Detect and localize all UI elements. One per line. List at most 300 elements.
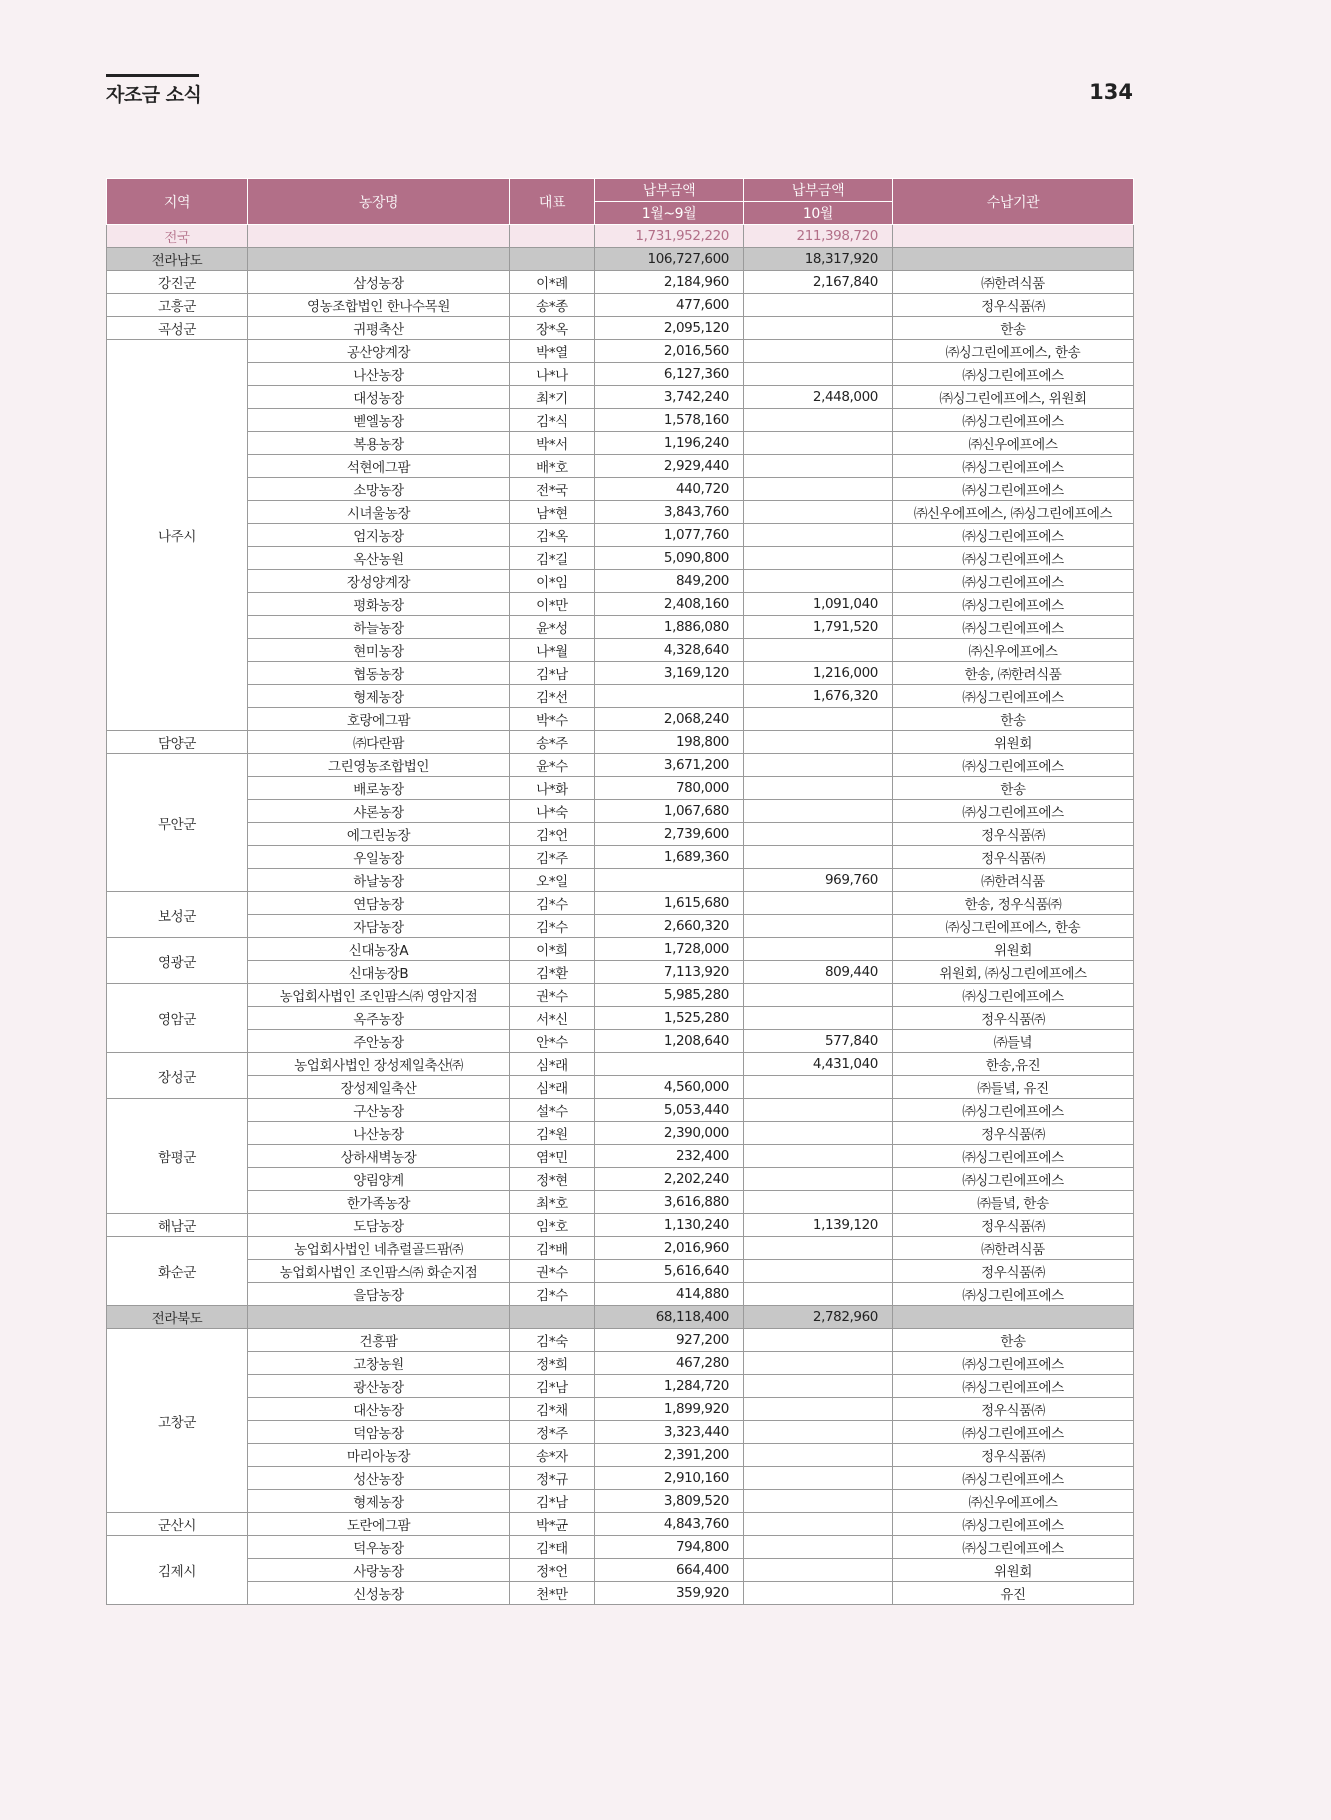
amount-jan-sep: 1,899,920 (595, 1398, 744, 1421)
table-row (107, 1582, 1134, 1605)
representative: 김*태 (510, 1536, 595, 1559)
representative: 김*식 (510, 409, 595, 432)
collecting-agency: 유진 (893, 1582, 1134, 1605)
representative: 서*신 (510, 1007, 595, 1030)
region-name: 김제시 (107, 1536, 248, 1605)
amount-oct (744, 294, 893, 317)
farm-name: 장성제일축산 (248, 1076, 510, 1099)
farm-name: ㈜다란팜 (248, 731, 510, 754)
amount-oct (744, 938, 893, 961)
table-row (107, 1260, 1134, 1283)
amount-oct (744, 524, 893, 547)
table-row (107, 432, 1134, 455)
representative: 윤*성 (510, 616, 595, 639)
amount-oct (744, 754, 893, 777)
amount-jan-sep: 2,660,320 (595, 915, 744, 938)
representative: 이*례 (510, 271, 595, 294)
amount-oct: 2,167,840 (744, 271, 893, 294)
amount-oct (744, 1444, 893, 1467)
collecting-agency: ㈜싱그린에프에스 (893, 1145, 1134, 1168)
farm-name: 농업회사법인 조인팜스㈜ 화순지점 (248, 1260, 510, 1283)
representative: 김*주 (510, 846, 595, 869)
amount-jan-sep: 1,689,360 (595, 846, 744, 869)
collecting-agency: ㈜싱그린에프에스, 한송 (893, 915, 1134, 938)
amount-jan-sep: 5,616,640 (595, 1260, 744, 1283)
farm-name: 에그린농장 (248, 823, 510, 846)
amount-oct (744, 1099, 893, 1122)
representative: 천*만 (510, 1582, 595, 1605)
region-name: 영암군 (107, 984, 248, 1053)
representative: 전*국 (510, 478, 595, 501)
representative: 심*래 (510, 1076, 595, 1099)
amount-oct (744, 340, 893, 363)
collecting-agency: ㈜신우에프에스 (893, 639, 1134, 662)
representative: 정*희 (510, 1352, 595, 1375)
region-name: 고흥군 (107, 294, 248, 317)
farm-name: 구산농장 (248, 1099, 510, 1122)
amount-oct (744, 1559, 893, 1582)
collecting-agency: ㈜싱그린에프에스 (893, 1375, 1134, 1398)
collecting-agency: ㈜싱그린에프에스 (893, 1099, 1134, 1122)
amount-oct (744, 1421, 893, 1444)
collecting-agency: 정우식품㈜ (893, 1007, 1134, 1030)
collecting-agency: ㈜신우에프에스, ㈜싱그린에프에스 (893, 501, 1134, 524)
collecting-agency: ㈜싱그린에프에스 (893, 363, 1134, 386)
farm-name: 도담농장 (248, 1214, 510, 1237)
amount-oct (744, 1076, 893, 1099)
amount-jan-sep: 1,196,240 (595, 432, 744, 455)
table-row (107, 1375, 1134, 1398)
amount-oct (744, 846, 893, 869)
representative: 최*기 (510, 386, 595, 409)
representative: 김*언 (510, 823, 595, 846)
amount-oct: 2,448,000 (744, 386, 893, 409)
collecting-agency: ㈜싱그린에프에스 (893, 1421, 1134, 1444)
amount-oct (744, 1283, 893, 1306)
amount-oct (744, 501, 893, 524)
table-row (107, 892, 1134, 915)
farm-name: 옥주농장 (248, 1007, 510, 1030)
farm-name: 그린영농조합법인 (248, 754, 510, 777)
representative: 정*현 (510, 1168, 595, 1191)
province-oct: 2,782,960 (744, 1306, 893, 1329)
collecting-agency: ㈜들녘, 한송 (893, 1191, 1134, 1214)
table-row (107, 1076, 1134, 1099)
farm-name: 형제농장 (248, 1490, 510, 1513)
representative: 김*남 (510, 662, 595, 685)
farm-name: 도란에그팜 (248, 1513, 510, 1536)
collecting-agency: 위원회, ㈜싱그린에프에스 (893, 961, 1134, 984)
national-oct: 211,398,720 (744, 225, 893, 248)
amount-jan-sep: 2,016,560 (595, 340, 744, 363)
amount-jan-sep: 477,600 (595, 294, 744, 317)
table-row (107, 593, 1134, 616)
representative: 김*채 (510, 1398, 595, 1421)
amount-jan-sep: 4,560,000 (595, 1076, 744, 1099)
farm-name: 덕암농장 (248, 1421, 510, 1444)
table-row (107, 685, 1134, 708)
amount-jan-sep: 232,400 (595, 1145, 744, 1168)
amount-oct (744, 1398, 893, 1421)
representative: 박*서 (510, 432, 595, 455)
amount-oct (744, 984, 893, 1007)
farm-name: 신대농장B (248, 961, 510, 984)
region-name: 군산시 (107, 1513, 248, 1536)
farm-name: 신대농장A (248, 938, 510, 961)
farm-name: 샤론농장 (248, 800, 510, 823)
province-name: 전라북도 (107, 1306, 248, 1329)
amount-jan-sep: 3,616,880 (595, 1191, 744, 1214)
amount-jan-sep: 927,200 (595, 1329, 744, 1352)
collecting-agency: ㈜싱그린에프에스 (893, 547, 1134, 570)
header-rule (106, 74, 199, 77)
table-row (107, 1559, 1134, 1582)
table-row (107, 1122, 1134, 1145)
representative: 박*수 (510, 708, 595, 731)
collecting-agency: ㈜싱그린에프에스, 한송 (893, 340, 1134, 363)
amount-jan-sep: 5,053,440 (595, 1099, 744, 1122)
table-row (107, 662, 1134, 685)
farm-name: 나산농장 (248, 363, 510, 386)
representative: 박*열 (510, 340, 595, 363)
amount-jan-sep: 3,843,760 (595, 501, 744, 524)
amount-jan-sep: 1,615,680 (595, 892, 744, 915)
amount-oct (744, 363, 893, 386)
amount-jan-sep: 5,985,280 (595, 984, 744, 1007)
farm-name: 마리아농장 (248, 1444, 510, 1467)
amount-jan-sep: 6,127,360 (595, 363, 744, 386)
table-row (107, 1421, 1134, 1444)
page-number: 134 (1089, 80, 1133, 104)
farm-name: 성산농장 (248, 1467, 510, 1490)
collecting-agency: ㈜신우에프에스 (893, 1490, 1134, 1513)
amount-jan-sep: 794,800 (595, 1536, 744, 1559)
header-amount-1: 납부금액 (595, 179, 744, 202)
region-name: 보성군 (107, 892, 248, 938)
national-label: 전국 (107, 225, 248, 248)
representative: 안*수 (510, 1030, 595, 1053)
farm-name: 엄지농장 (248, 524, 510, 547)
farm-name: 자담농장 (248, 915, 510, 938)
representative: 김*환 (510, 961, 595, 984)
amount-jan-sep: 1,208,640 (595, 1030, 744, 1053)
farm-name: 옥산농원 (248, 547, 510, 570)
table-row (107, 271, 1134, 294)
farm-name: 시녀울농장 (248, 501, 510, 524)
table-row (107, 547, 1134, 570)
amount-oct: 809,440 (744, 961, 893, 984)
region-name: 화순군 (107, 1237, 248, 1306)
table-row (107, 1352, 1134, 1375)
amount-jan-sep: 849,200 (595, 570, 744, 593)
table-row (107, 317, 1134, 340)
farm-name: 농업회사법인 장성제일축산㈜ (248, 1053, 510, 1076)
amount-oct (744, 1007, 893, 1030)
province-subtotal-row (107, 1306, 1134, 1329)
representative: 김*숙 (510, 1329, 595, 1352)
representative: 김*길 (510, 547, 595, 570)
representative: 설*수 (510, 1099, 595, 1122)
farm-name: 귀평축산 (248, 317, 510, 340)
header-period-1: 1월~9월 (595, 202, 744, 225)
table-row (107, 708, 1134, 731)
table-row (107, 1053, 1134, 1076)
amount-oct: 1,676,320 (744, 685, 893, 708)
amount-jan-sep: 2,910,160 (595, 1467, 744, 1490)
amount-oct: 1,139,120 (744, 1214, 893, 1237)
table-row (107, 1536, 1134, 1559)
region-name: 곡성군 (107, 317, 248, 340)
amount-oct (744, 455, 893, 478)
amount-jan-sep: 2,408,160 (595, 593, 744, 616)
amount-oct (744, 1582, 893, 1605)
amount-oct (744, 731, 893, 754)
amount-oct (744, 1122, 893, 1145)
collecting-agency: ㈜싱그린에프에스 (893, 1467, 1134, 1490)
region-name: 해남군 (107, 1214, 248, 1237)
amount-jan-sep: 359,920 (595, 1582, 744, 1605)
amount-jan-sep: 1,284,720 (595, 1375, 744, 1398)
region-name: 나주시 (107, 340, 248, 731)
representative: 김*남 (510, 1490, 595, 1513)
amount-oct (744, 317, 893, 340)
collecting-agency: 정우식품㈜ (893, 1260, 1134, 1283)
table-row (107, 754, 1134, 777)
table-row (107, 524, 1134, 547)
farm-name: 우일농장 (248, 846, 510, 869)
amount-jan-sep: 1,067,680 (595, 800, 744, 823)
collecting-agency: 한송 (893, 777, 1134, 800)
collecting-agency: 정우식품㈜ (893, 823, 1134, 846)
amount-oct (744, 708, 893, 731)
farm-name: 건흥팜 (248, 1329, 510, 1352)
collecting-agency: ㈜한려식품 (893, 1237, 1134, 1260)
header-farm: 농장명 (248, 179, 510, 225)
representative: 정*규 (510, 1467, 595, 1490)
collecting-agency: ㈜싱그린에프에스 (893, 1536, 1134, 1559)
amount-oct (744, 823, 893, 846)
amount-jan-sep (595, 1053, 744, 1076)
farm-name: 하날농장 (248, 869, 510, 892)
farm-name: 영농조합법인 한나수목원 (248, 294, 510, 317)
amount-oct (744, 409, 893, 432)
amount-jan-sep: 3,323,440 (595, 1421, 744, 1444)
representative: 이*희 (510, 938, 595, 961)
region-name: 무안군 (107, 754, 248, 892)
farm-name: 고창농원 (248, 1352, 510, 1375)
province-oct: 18,317,920 (744, 248, 893, 271)
farm-name: 복용농장 (248, 432, 510, 455)
table-row (107, 616, 1134, 639)
table-row (107, 1007, 1134, 1030)
header-period-2: 10월 (744, 202, 893, 225)
table-row (107, 340, 1134, 363)
table-row (107, 1513, 1134, 1536)
amount-jan-sep: 664,400 (595, 1559, 744, 1582)
table-row (107, 363, 1134, 386)
table-row (107, 1214, 1134, 1237)
region-name: 고창군 (107, 1329, 248, 1513)
collecting-agency: ㈜싱그린에프에스 (893, 570, 1134, 593)
collecting-agency: ㈜싱그린에프에스 (893, 1352, 1134, 1375)
farm-name: 나산농장 (248, 1122, 510, 1145)
amount-oct (744, 1536, 893, 1559)
representative: 김*원 (510, 1122, 595, 1145)
amount-jan-sep: 2,016,960 (595, 1237, 744, 1260)
national-jan-sep: 1,731,952,220 (595, 225, 744, 248)
amount-oct (744, 777, 893, 800)
representative: 권*수 (510, 984, 595, 1007)
table-row (107, 1329, 1134, 1352)
amount-jan-sep: 2,391,200 (595, 1444, 744, 1467)
representative: 송*종 (510, 294, 595, 317)
amount-jan-sep: 1,578,160 (595, 409, 744, 432)
representative: 최*호 (510, 1191, 595, 1214)
representative: 나*월 (510, 639, 595, 662)
national-total-row (107, 225, 1134, 248)
representative: 김*수 (510, 1283, 595, 1306)
farm-name: 삼성농장 (248, 271, 510, 294)
collecting-agency: ㈜싱그린에프에스 (893, 754, 1134, 777)
representative: 정*언 (510, 1559, 595, 1582)
collecting-agency: ㈜싱그린에프에스 (893, 984, 1134, 1007)
amount-jan-sep: 2,202,240 (595, 1168, 744, 1191)
collecting-agency: 정우식품㈜ (893, 1122, 1134, 1145)
representative: 임*호 (510, 1214, 595, 1237)
collecting-agency: 한송 (893, 1329, 1134, 1352)
representative: 윤*수 (510, 754, 595, 777)
farm-name: 배로농장 (248, 777, 510, 800)
collecting-agency: ㈜들녘 (893, 1030, 1134, 1053)
province-jan-sep: 106,727,600 (595, 248, 744, 271)
farm-name: 벧엘농장 (248, 409, 510, 432)
table-row (107, 869, 1134, 892)
table-row (107, 1444, 1134, 1467)
representative: 송*자 (510, 1444, 595, 1467)
representative: 배*호 (510, 455, 595, 478)
payment-table (106, 178, 1134, 1605)
collecting-agency: 한송 (893, 708, 1134, 731)
collecting-agency: ㈜싱그린에프에스, 위원회 (893, 386, 1134, 409)
table-row (107, 639, 1134, 662)
amount-oct (744, 432, 893, 455)
collecting-agency: ㈜싱그린에프에스 (893, 685, 1134, 708)
amount-jan-sep: 7,113,920 (595, 961, 744, 984)
representative: 김*배 (510, 1237, 595, 1260)
table-row (107, 570, 1134, 593)
collecting-agency: ㈜싱그린에프에스 (893, 593, 1134, 616)
amount-oct (744, 892, 893, 915)
region-name: 장성군 (107, 1053, 248, 1099)
amount-jan-sep: 440,720 (595, 478, 744, 501)
amount-oct (744, 1467, 893, 1490)
section-title: 자조금 소식 (106, 84, 202, 106)
collecting-agency: 위원회 (893, 1559, 1134, 1582)
representative: 김*남 (510, 1375, 595, 1398)
amount-jan-sep: 5,090,800 (595, 547, 744, 570)
representative: 오*일 (510, 869, 595, 892)
collecting-agency: 정우식품㈜ (893, 1214, 1134, 1237)
amount-jan-sep: 3,671,200 (595, 754, 744, 777)
representative: 염*민 (510, 1145, 595, 1168)
collecting-agency: ㈜들녘, 유진 (893, 1076, 1134, 1099)
farm-name: 석현에그팜 (248, 455, 510, 478)
farm-name: 공산양계장 (248, 340, 510, 363)
collecting-agency: ㈜한려식품 (893, 271, 1134, 294)
representative: 정*주 (510, 1421, 595, 1444)
amount-oct: 969,760 (744, 869, 893, 892)
collecting-agency: 한송, ㈜한려식품 (893, 662, 1134, 685)
amount-oct: 1,091,040 (744, 593, 893, 616)
farm-name: 하늘농장 (248, 616, 510, 639)
collecting-agency: 한송 (893, 317, 1134, 340)
table-row (107, 1145, 1134, 1168)
amount-jan-sep: 1,077,760 (595, 524, 744, 547)
amount-jan-sep: 3,742,240 (595, 386, 744, 409)
amount-oct (744, 1145, 893, 1168)
farm-name: 대성농장 (248, 386, 510, 409)
farm-name: 평화농장 (248, 593, 510, 616)
collecting-agency: ㈜싱그린에프에스 (893, 455, 1134, 478)
table-body (107, 225, 1134, 1605)
farm-name: 주안농장 (248, 1030, 510, 1053)
province-jan-sep: 68,118,400 (595, 1306, 744, 1329)
table-row (107, 409, 1134, 432)
farm-name: 양림양계 (248, 1168, 510, 1191)
representative: 장*옥 (510, 317, 595, 340)
collecting-agency: 정우식품㈜ (893, 294, 1134, 317)
table-row (107, 938, 1134, 961)
farm-name: 소망농장 (248, 478, 510, 501)
table-row (107, 1283, 1134, 1306)
table-row (107, 846, 1134, 869)
amount-jan-sep: 3,809,520 (595, 1490, 744, 1513)
amount-oct: 1,791,520 (744, 616, 893, 639)
table-row (107, 731, 1134, 754)
representative: 심*래 (510, 1053, 595, 1076)
collecting-agency: ㈜신우에프에스 (893, 432, 1134, 455)
amount-jan-sep: 2,184,960 (595, 271, 744, 294)
amount-jan-sep: 414,880 (595, 1283, 744, 1306)
amount-oct (744, 1375, 893, 1398)
representative: 이*임 (510, 570, 595, 593)
representative: 나*숙 (510, 800, 595, 823)
amount-oct (744, 570, 893, 593)
province-name: 전라남도 (107, 248, 248, 271)
amount-oct (744, 1490, 893, 1513)
table-row (107, 961, 1134, 984)
amount-oct: 1,216,000 (744, 662, 893, 685)
table-row (107, 915, 1134, 938)
farm-name: 을담농장 (248, 1283, 510, 1306)
table-row (107, 501, 1134, 524)
table-row (107, 1237, 1134, 1260)
farm-name: 호랑에그팜 (248, 708, 510, 731)
farm-name: 덕우농장 (248, 1536, 510, 1559)
table-row (107, 1490, 1134, 1513)
amount-oct (744, 1168, 893, 1191)
header-rep: 대표 (510, 179, 595, 225)
table-row (107, 478, 1134, 501)
farm-name: 형제농장 (248, 685, 510, 708)
farm-name: 광산농장 (248, 1375, 510, 1398)
amount-jan-sep (595, 869, 744, 892)
header-amount-2: 납부금액 (744, 179, 893, 202)
amount-jan-sep: 467,280 (595, 1352, 744, 1375)
table-row (107, 984, 1134, 1007)
representative: 나*화 (510, 777, 595, 800)
amount-oct: 577,840 (744, 1030, 893, 1053)
